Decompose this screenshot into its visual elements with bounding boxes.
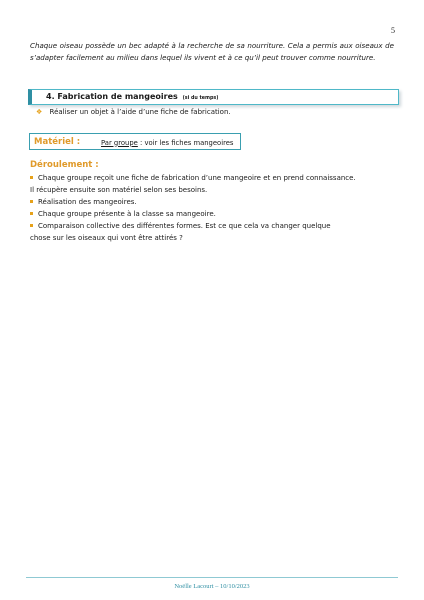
deroulement-steps — [30, 172, 400, 244]
section-title-text: 4. Fabrication de mangeoires — [46, 92, 178, 101]
materiel-label: Matériel : — [34, 137, 81, 147]
step-item — [30, 172, 400, 184]
step-text: Chaque groupe présente à la classe sa mangeoire. — [38, 210, 216, 218]
step-text: Comparaison collective des différentes formes. Est ce que cela va changer quelque — [38, 222, 331, 230]
materiel-box — [29, 133, 241, 150]
step-item — [30, 232, 400, 244]
materiel-text — [101, 139, 233, 147]
deroulement-heading: Déroulement : — [30, 160, 99, 170]
step-text: Il récupère ensuite son matériel selon ses besoins. — [30, 186, 208, 194]
square-bullet-icon — [30, 200, 33, 203]
step-item — [30, 220, 400, 232]
square-bullet-icon — [30, 212, 33, 215]
diamond-bullet-icon: ❖ — [36, 108, 43, 116]
page-number: 5 — [391, 26, 395, 35]
step-item — [30, 184, 400, 196]
section-title — [46, 92, 219, 101]
task-text: Réaliser un objet à l’aide d’une fiche de fabrication. — [49, 108, 231, 116]
step-text: Chaque groupe reçoit une fiche de fabrication d’une mangeoire et en prend connaissance. — [38, 174, 356, 182]
materiel-group-label: Par groupe — [101, 138, 138, 147]
step-text: chose sur les oiseaux qui vont être attirés ? — [30, 234, 183, 242]
materiel-description: : voir les fiches mangeoires — [137, 138, 234, 147]
footer-text: Noëlle Lacourt – 10/10/2023 — [170, 583, 253, 590]
section-subtitle: (si du temps) — [182, 96, 219, 101]
section-heading-box — [28, 89, 399, 105]
step-item — [30, 208, 400, 220]
step-item — [30, 196, 400, 208]
footer — [0, 573, 424, 592]
task-line — [36, 108, 231, 116]
intro-paragraph: Chaque oiseau possède un bec adapté à la recherche de sa nourriture. Cela a permis aux oiseaux de s’adapter facilement au milieu dans lequel ils vivent et à ce qu’il peut trouver comme nourriture. — [30, 41, 394, 62]
step-text: Réalisation des mangeoires. — [38, 198, 137, 206]
square-bullet-icon — [30, 176, 33, 179]
square-bullet-icon — [30, 224, 33, 227]
